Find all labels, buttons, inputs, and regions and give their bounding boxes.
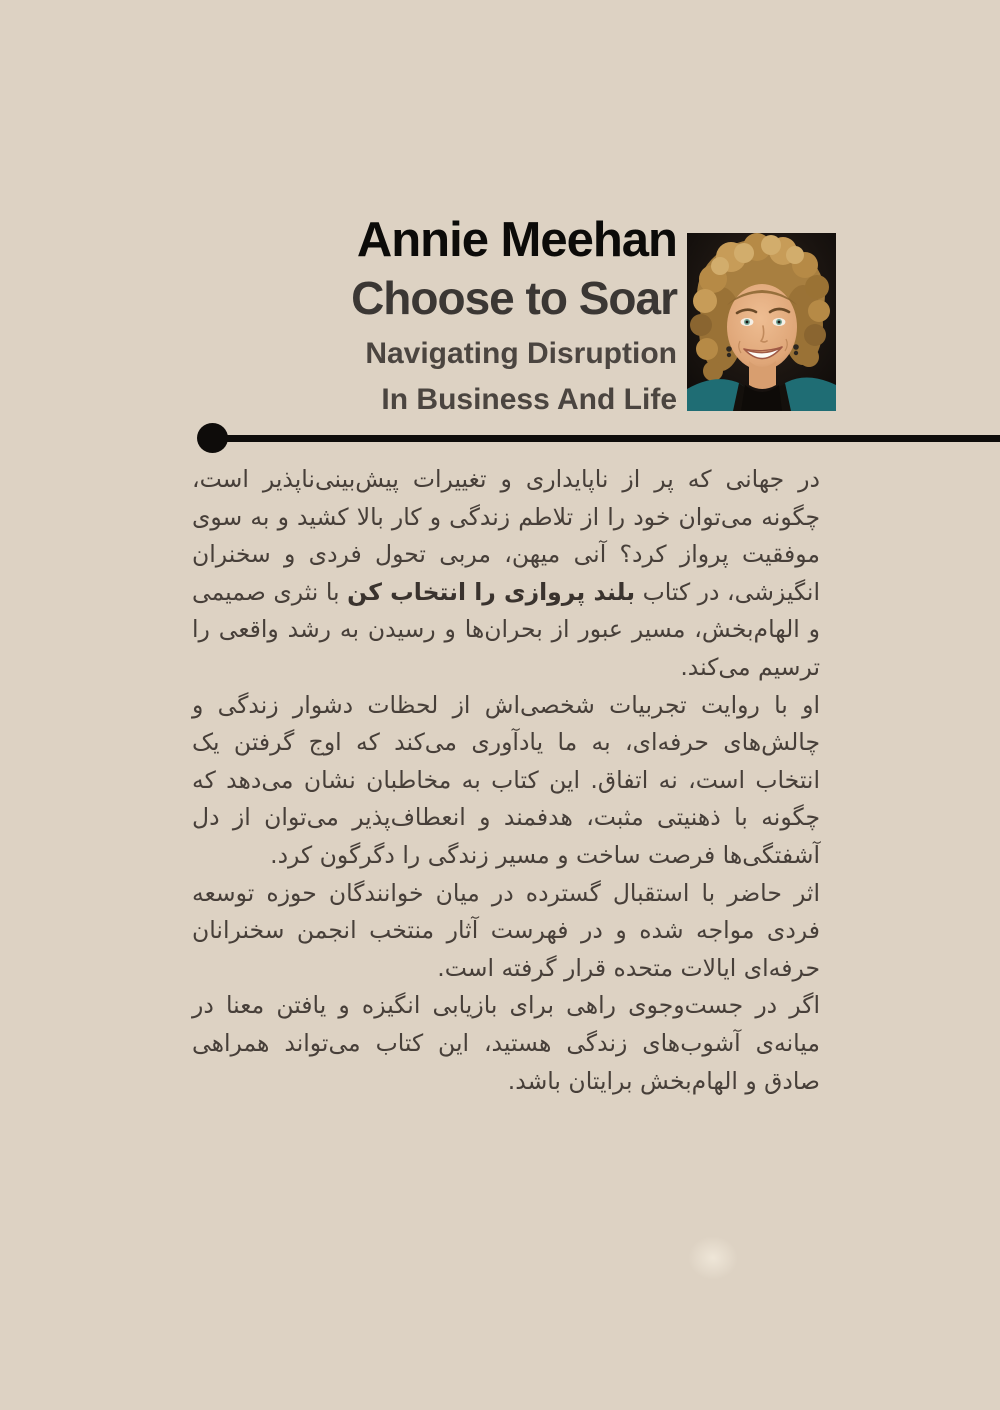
english-title-block — [351, 213, 677, 416]
persian-book-title-bold: بلند پروازی را انتخاب کن — [347, 577, 636, 606]
paragraph — [192, 987, 820, 1100]
subtitle-line-2: In Business And Life — [381, 383, 677, 416]
author-portrait-photo — [687, 233, 836, 411]
text-run: با نثری صمیمی و الهام‌بخش، مسیر عبور از بحران‌ها و رسیدن به رشد واقعی را ترسیم می‌کند. — [192, 577, 820, 681]
paragraph — [192, 875, 820, 988]
text-run: اثر حاضر با استقبال گسترده در میان خوانندگان حوزه توسعه فردی مواجه شده و در فهرست آثار منتخب انجمن سخنرانان حرفه‌ای ایالات متحده قرار گرفته است. — [192, 878, 820, 982]
text-run: در جهانی که پر از ناپایداری و تغییرات پیش‌بینی‌ناپذیر است، چگونه می‌توان خود را از تلاطم زندگی و کار بالا کشید و به سوی موفقیت پرواز کرد؟ آنی میهن، مربی تحول فردی و سخنران انگیزشی، در کتاب — [192, 465, 820, 606]
book-title: Choose to Soar — [351, 272, 677, 324]
paragraph — [192, 687, 820, 875]
print-smudge — [688, 1236, 738, 1280]
body-text — [192, 461, 820, 1100]
paragraph — [192, 461, 820, 687]
author-name: Annie Meehan — [356, 213, 677, 267]
divider-rule — [212, 435, 1000, 442]
subtitle-line-1: Navigating Disruption — [365, 337, 677, 370]
text-run: او با روایت تجربیات شخصی‌اش از لحظات دشوار زندگی و چالش‌های حرفه‌ای، به ما یادآوری می‌کند که اوج گرفتن یک انتخاب است، نه اتفاق. این کتاب به مخاطبان نشان می‌دهد که چگونه با ذهنیتی مثبت، هدفمند و انعطاف‌پذیر می‌توان از دل آشفتگی‌ها فرصت ساخت و مسیر زندگی را دگرگون کرد. — [192, 690, 820, 869]
text-run: اگر در جست‌وجوی راهی برای بازیابی انگیزه و یافتن معنا در میانه‌ی آشوب‌های زندگی هستید، این کتاب می‌تواند همراهی صادق و الهام‌بخش برایتان باشد. — [192, 991, 820, 1095]
